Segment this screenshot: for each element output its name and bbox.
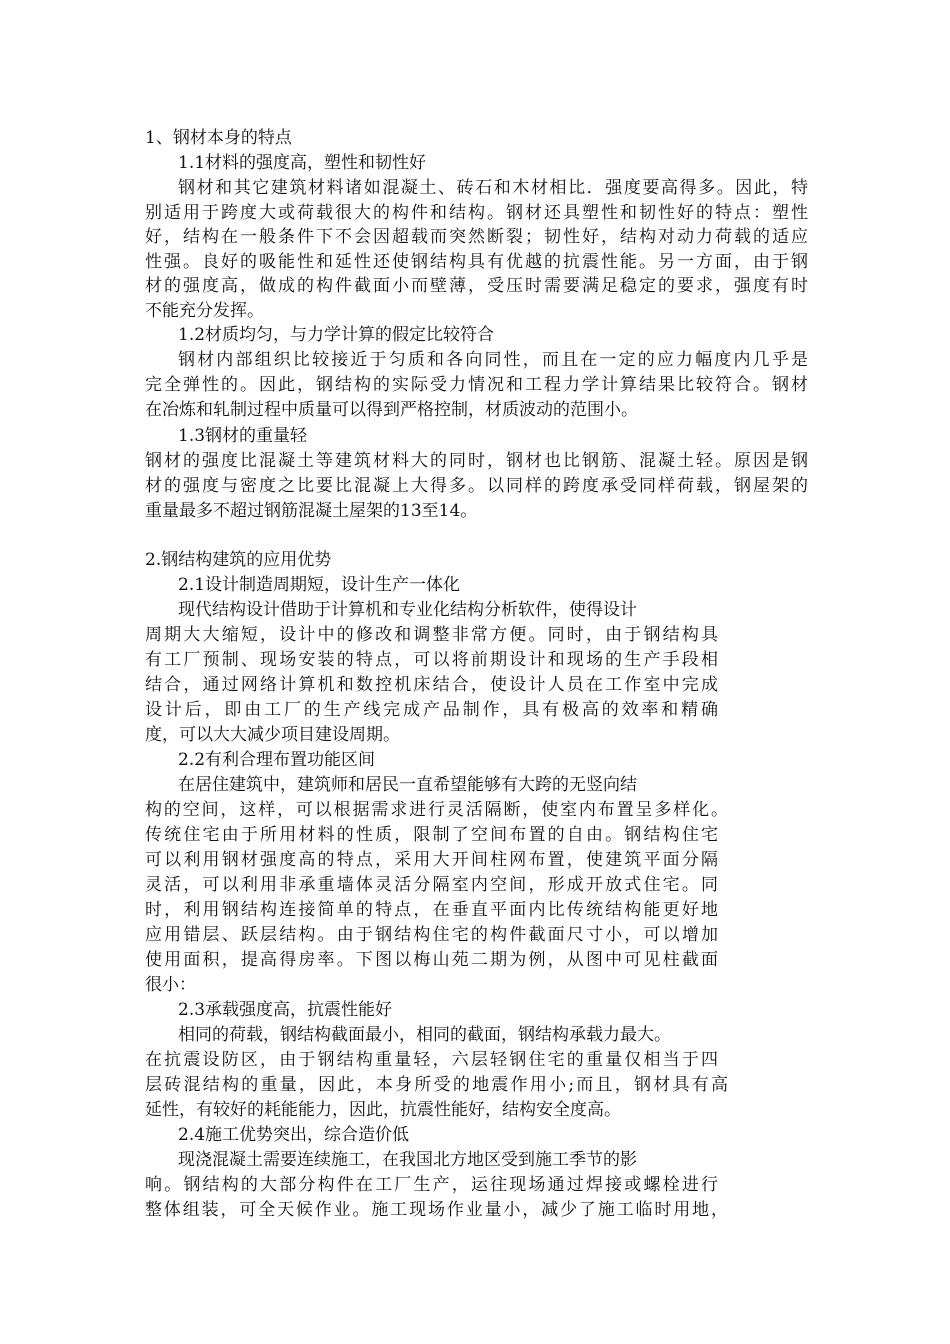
paragraph-line: 好，结构在一般条件下不会因超载而突然断裂；韧性好，结构对动力荷载的适应: [145, 227, 808, 247]
paragraph-line: 结合，通过网络计算机和数控机床结合，使设计人员在工作室中完成: [145, 675, 718, 695]
section-1-3-title: 1.3钢材的重量轻: [178, 426, 308, 446]
paragraph-line: 层砖混结构的重量，因此，本身所受的地震作用小;而且，钢材具有高: [145, 1075, 728, 1095]
paragraph-line: 时，利用钢结构连接简单的特点，在垂直平面内比传统结构能更好地: [145, 900, 718, 920]
section-1-1-title: 1.1材料的强度高，塑性和韧性好: [178, 153, 427, 173]
section-2-2-title: 2.2有利合理布置功能区间: [178, 750, 376, 770]
paragraph-line: 构的空间，这样，可以根据需求进行灵活隔断，使室内布置呈多样化。: [145, 800, 728, 820]
paragraph-line: 周期大大缩短，设计中的修改和调整非常方便。同时，由于钢结构具: [145, 625, 718, 645]
paragraph-line: 灵活，可以利用非承重墙体灵活分隔室内空间，形成开放式住宅。同: [145, 875, 718, 895]
section-1-2-title: 1.2材质均匀，与力学计算的假定比较符合: [178, 325, 495, 345]
paragraph-line: 在抗震设防区，由于钢结构重量轻，六层轻钢住宅的重量仅相当于四: [145, 1050, 718, 1070]
paragraph-line: 钢材和其它建筑材料诸如混凝土、砖石和木材相比．强度要高得多。因此，特: [178, 178, 808, 198]
paragraph-line: 现代结构设计借助于计算机和专业化结构分析软件，使得设计: [178, 600, 637, 620]
paragraph-line: 别适用于跨度大或荷载很大的构件和结构。钢材还具塑性和韧性好的特点：塑性: [145, 203, 808, 223]
paragraph-line: 完全弹性的。因此，钢结构的实际受力情况和工程力学计算结果比较符合。钢材: [145, 375, 808, 395]
paragraph-line: 度，可以大大减少项目建设周期。: [145, 725, 400, 745]
paragraph-line: 传统住宅由于所用材料的性质，限制了空间布置的自由。钢结构住宅: [145, 825, 718, 845]
paragraph-line: 在居住建筑中，建筑师和居民一直希望能够有大跨的无竖向结: [178, 775, 637, 795]
paragraph-line: 很小：: [145, 975, 196, 995]
paragraph-line: 不能充分发挥。: [145, 301, 264, 321]
section-2-heading: 2.钢结构建筑的应用优势: [145, 550, 332, 570]
paragraph-line: 响。钢结构的大部分构件在工厂生产，运往现场通过焊接或螺栓进行: [145, 1175, 718, 1195]
paragraph-line: 性强。良好的吸能性和延性还使钢结构具有优越的抗震性能。另一方面，由于钢: [145, 252, 808, 272]
paragraph-line: 现浇混凝土需要连续施工，在我国北方地区受到施工季节的影: [178, 1150, 637, 1170]
paragraph-line: 重量最多不超过钢筋混凝土屋架的13至14。: [145, 501, 478, 521]
section-2-4-title: 2.4施工优势突出，综合造价低: [178, 1125, 410, 1145]
paragraph-line: 整体组装，可全天候作业。施工现场作业量小，减少了施工临时用地，: [145, 1200, 728, 1220]
paragraph-line: 在冶炼和轧制过程中质量可以得到严格控制，材质波动的范围小。: [145, 400, 638, 420]
paragraph-line: 延性，有较好的耗能能力，因此，抗震性能好，结构安全度高。: [145, 1100, 621, 1120]
paragraph-line: 钢材的强度比混凝土等建筑材料大的同时，钢材也比钢筋、混凝土轻。原因是钢: [145, 451, 808, 471]
paragraph-line: 材的强度与密度之比要比混凝上大得多。以同样的跨度承受同样荷载，钢屋架的: [145, 476, 808, 496]
paragraph-line: 材的强度高，做成的构件截面小而壁薄，受压时需要满足稳定的要求，强度有时: [145, 276, 808, 296]
paragraph-line: 可以利用钢材强度高的特点，采用大开间柱网布置，使建筑平面分隔: [145, 850, 718, 870]
paragraph-line: 相同的荷载，钢结构截面最小，相同的截面，钢结构承载力最大。: [178, 1025, 671, 1045]
section-2-1-title: 2.1设计制造周期短，设计生产一体化: [178, 575, 461, 595]
section-1-heading: 1、钢材本身的特点: [145, 128, 292, 148]
paragraph-line: 设计后，即由工厂的生产线完成产品制作，具有极高的效率和精确: [145, 700, 718, 720]
paragraph-line: 钢材内部组织比较接近于匀质和各向同性，而且在一定的应力幅度内几乎是: [178, 350, 808, 370]
paragraph-line: 使用面积，提高得房率。下图以梅山苑二期为例，从图中可见柱截面: [145, 950, 718, 970]
paragraph-line: 有工厂预制、现场安装的特点，可以将前期设计和现场的生产手段相: [145, 650, 718, 670]
paragraph-line: 应用错层、跃层结构。由于钢结构住宅的构件截面尺寸小，可以增加: [145, 925, 718, 945]
section-2-3-title: 2.3承载强度高，抗震性能好: [178, 1000, 393, 1020]
